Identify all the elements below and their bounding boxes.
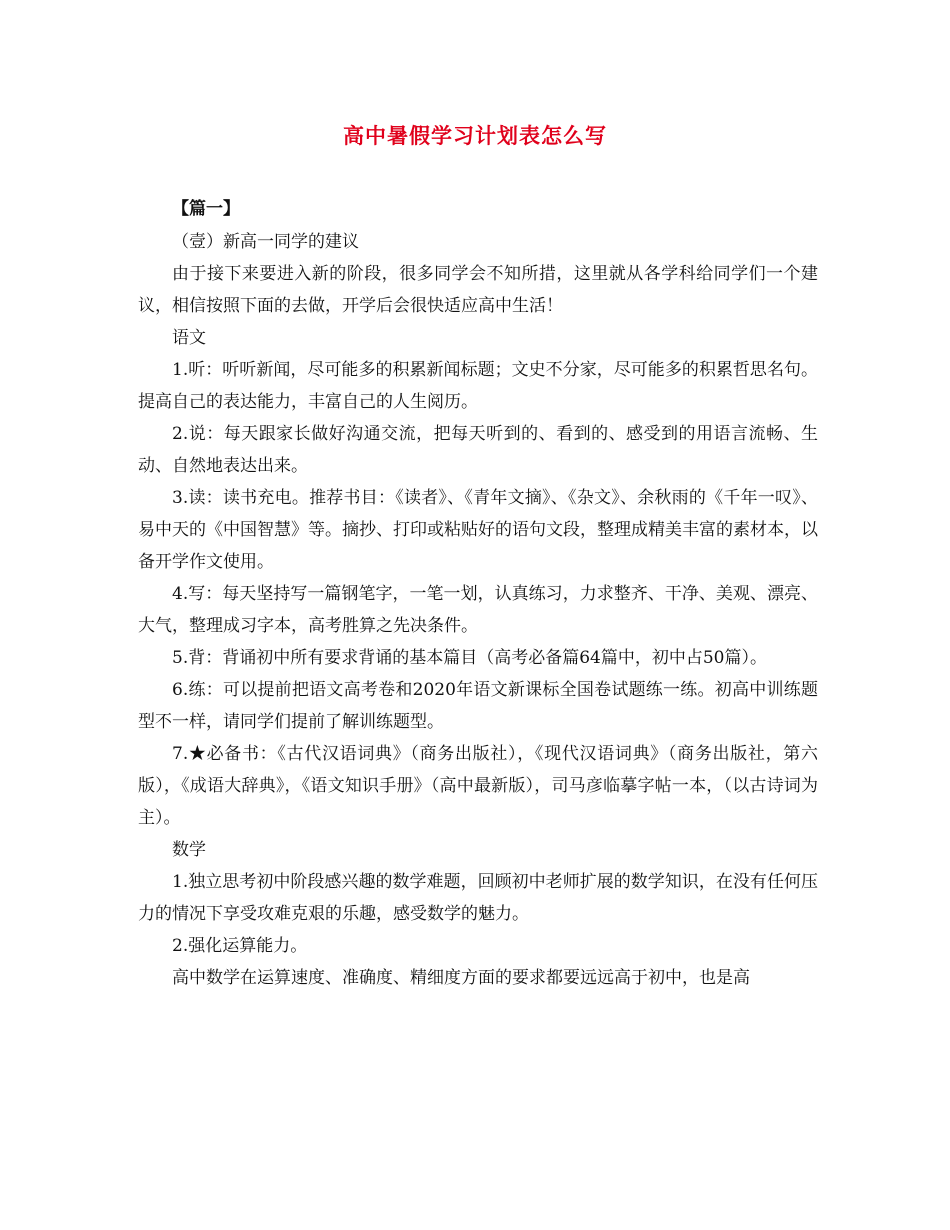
intro-paragraph: 由于接下来要进入新的阶段，很多同学会不知所措，这里就从各学科给同学们一个建议，相信按照下面的去做，开学后会很快适应高中生活！ — [138, 264, 818, 316]
chinese-item-write: 4.写：每天坚持写一篇钢笔字，一笔一划，认真练习，力求整齐、干净、美观、漂亮、大气，整理成习字本，高考胜算之先决条件。 — [138, 584, 818, 636]
chinese-item-speak: 2.说：每天跟家长做好沟通交流，把每天听到的、看到的、感受到的用语言流畅、生动、自然地表达出来。 — [138, 424, 818, 476]
math-heading: 数学 — [172, 840, 206, 860]
chinese-item-listen: 1.听：听听新闻，尽可能多的积累新闻标题；文史不分家，尽可能多的积累哲思名句。提高自己的表达能力，丰富自己的人生阅历。 — [138, 360, 818, 412]
math-item-think: 1.独立思考初中阶段感兴趣的数学难题，回顾初中老师扩展的数学知识，在没有任何压力的情况下享受攻难克艰的乐趣，感受数学的魅力。 — [138, 872, 818, 924]
document-body — [138, 196, 818, 994]
chinese-item-recite: 5.背：背诵初中所有要求背诵的基本篇目（高考必备篇64篇中，初中占50篇）。 — [172, 648, 767, 668]
chinese-heading: 语文 — [172, 328, 206, 348]
section-label: 【篇一】 — [172, 199, 240, 219]
math-item-compute: 2.强化运算能力。 — [172, 936, 308, 956]
subsection-heading: （壹）新高一同学的建议 — [172, 232, 359, 252]
chinese-item-read: 3.读：读书充电。推荐书目：《读者》、《青年文摘》、《杂文》、余秋雨的《千年一叹》、易中天的《中国智慧》等。摘抄、打印或粘贴好的语句文段，整理成精美丰富的素材本，以备开学作文使用。 — [138, 488, 818, 572]
math-item-note: 高中数学在运算速度、准确度、精细度方面的要求都要远远高于初中，也是高 — [172, 968, 750, 988]
chinese-item-books: 7.★必备书：《古代汉语词典》（商务出版社），《现代汉语词典》（商务出版社，第六版），《成语大辞典》，《语文知识手册》（高中最新版），司马彦临摹字帖一本，（以古诗词为主）。 — [138, 744, 818, 828]
document-title: 高中暑假学习计划表怎么写 — [343, 123, 607, 148]
chinese-item-practice: 6.练：可以提前把语文高考卷和2020年语文新课标全国卷试题练一练。初高中训练题型不一样，请同学们提前了解训练题型。 — [138, 680, 818, 732]
